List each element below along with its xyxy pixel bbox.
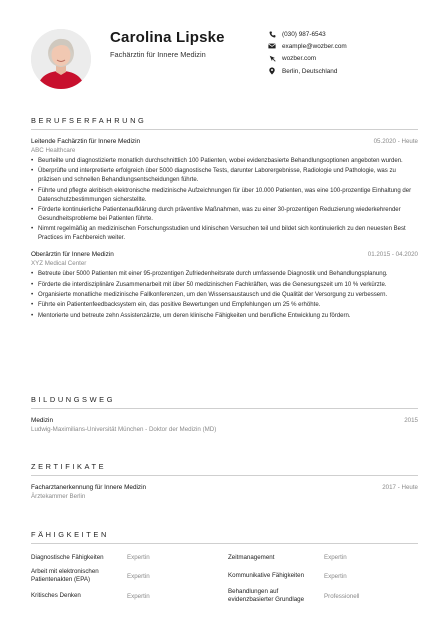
skill-level: Expertin [127, 554, 150, 561]
candidate-title: Fachärztin für Innere Medizin [110, 50, 206, 59]
contact-phone [268, 28, 438, 40]
list-item: • Organisierte monatliche medizinische Fallkonferenzen, um den Wissensaustausch und die Qualität der Versorgung zu verbessern. [31, 291, 418, 300]
skill-name: Behandlungen auf evidenzbasierter Grundlage [228, 588, 305, 603]
certificate-entry [31, 484, 418, 502]
job-employer: XYZ Medical Center [31, 260, 87, 268]
list-item: • Beurteilte und diagnostizierte monatlich durchschnittlich 100 Patienten, wobei evidenzbasierte Behandlungsoptionen angeboten wurden. [31, 157, 418, 166]
contact-email-text: example@wozber.com [282, 42, 347, 50]
education-entry [31, 417, 418, 435]
section-heading: BERUFSERFAHRUNG [31, 116, 147, 125]
section-heading: ZERTIFIKATE [31, 462, 107, 471]
skill-item [31, 551, 228, 564]
certificates-section [31, 462, 418, 502]
job-title: Leitende Fachärztin für Innere Medizin [31, 138, 141, 145]
list-item: • Überprüfte und interpretierte erfolgreich über 5000 diagnostische Tests, darunter Laborergebnisse, Radiologie und Pathologie, was zu präzisen und schnellen Behandlungsentscheidungen führte. [31, 167, 418, 185]
skill-item [228, 588, 418, 604]
list-item: • Mentorierte und betreute zehn Assistenzärzte, um deren klinische Fähigkeiten und berufliche Entwicklung zu fördern. [31, 312, 418, 321]
experience-section [31, 116, 418, 322]
location-pin-icon [268, 67, 276, 75]
job-date: 01.2015 - 04.2020 [367, 251, 418, 259]
section-divider [31, 408, 418, 409]
skills-section [31, 530, 418, 604]
job-bullets [31, 157, 418, 243]
list-item: • Betreute über 5000 Patienten mit einer 95-prozentigen Zufriedenheitsrate durch umfassende Diagnostik und Behandlungsplanung. [31, 270, 418, 279]
skill-item [228, 568, 418, 584]
section-divider [31, 543, 418, 544]
certificate-issuer: Ärztekammer Berlin [31, 493, 86, 500]
skill-level: Expertin [324, 572, 347, 580]
skill-name: Zeitmanagement [228, 553, 275, 561]
skill-level: Expertin [127, 592, 150, 600]
phone-icon [268, 30, 276, 38]
resume-header [0, 0, 448, 100]
section-divider [31, 475, 418, 476]
education-title: Medizin [31, 417, 54, 424]
list-item: • Führte und pflegte akribisch elektronische medizinische Aufzeichnungen für über 10.000 Patienten, was eine 100-prozentige Einhaltung der Datenschutzbestimmungen sicherstellte. [31, 187, 418, 205]
skill-level: Professionell [324, 592, 360, 600]
skill-level: Expertin [127, 572, 150, 580]
candidate-name: Carolina Lipske [110, 29, 225, 46]
skill-item [228, 551, 418, 564]
contact-website-text: wozber.com [282, 55, 317, 63]
list-item: • Führte ein Patientenfeedbacksystem ein, das positive Bewertungen und Empfehlungen um 25 % erhöhte. [31, 301, 418, 310]
section-heading: BILDUNGSWEG [31, 395, 116, 404]
skills-grid [31, 551, 418, 604]
certificate-date: 2017 - Heute [382, 484, 418, 491]
job-date: 05.2020 - Heute [373, 138, 418, 145]
contact-location [268, 65, 438, 77]
link-icon [268, 55, 276, 63]
contact-email[interactable] [268, 40, 438, 52]
avatar [31, 29, 91, 89]
job-entry [31, 251, 418, 321]
section-heading: FÄHIGKEITEN [31, 530, 109, 539]
education-date: 2015 [404, 417, 418, 424]
contact-location-text: Berlin, Deutschland [282, 67, 338, 75]
job-entry [31, 138, 418, 243]
list-item: • Förderte kontinuierliche Patientenaufklärung durch präventive Maßnahmen, was zu einer 30-prozentigen Reduzierung wiederkehrender Gesundheitsprobleme bei Patienten führte. [31, 206, 418, 224]
job-employer: ABC Healthcare [31, 147, 76, 154]
skill-name: Arbeit mit elektronischen Patientenakten (EPA) [31, 568, 99, 583]
job-title: Oberärztin für Innere Medizin [31, 251, 114, 259]
skill-name: Kommunikative Fähigkeiten [228, 572, 305, 579]
skill-item [31, 588, 228, 604]
list-item: • Förderte die interdisziplinäre Zusammenarbeit mit über 50 medizinischen Fachkräften, was die Genesungszeit um 10 % verkürzte. [31, 281, 418, 290]
certificate-title: Facharztanerkennung für Innere Medizin [31, 484, 147, 491]
section-divider [31, 129, 418, 130]
education-section [31, 395, 418, 435]
skill-item [31, 568, 228, 584]
contact-list [268, 28, 438, 77]
list-item: • Nimmt regelmäßig an medizinischen Forschungsstudien und klinischen Versuchen teil und bildet sich kontinuierlich zu den neuesten Best Practices im Fachbereich weiter. [31, 225, 418, 243]
skill-level: Expertin [324, 554, 347, 561]
mail-icon [268, 42, 276, 50]
job-bullets [31, 270, 418, 321]
skill-name: Diagnostische Fähigkeiten [31, 553, 104, 561]
education-institution: Ludwig-Maximilians-Universität München - Doktor der Medizin (MD) [31, 426, 217, 433]
skill-name: Kritisches Denken [31, 592, 81, 599]
contact-phone-text: (030) 987-6543 [282, 30, 326, 38]
contact-website[interactable] [268, 53, 438, 65]
